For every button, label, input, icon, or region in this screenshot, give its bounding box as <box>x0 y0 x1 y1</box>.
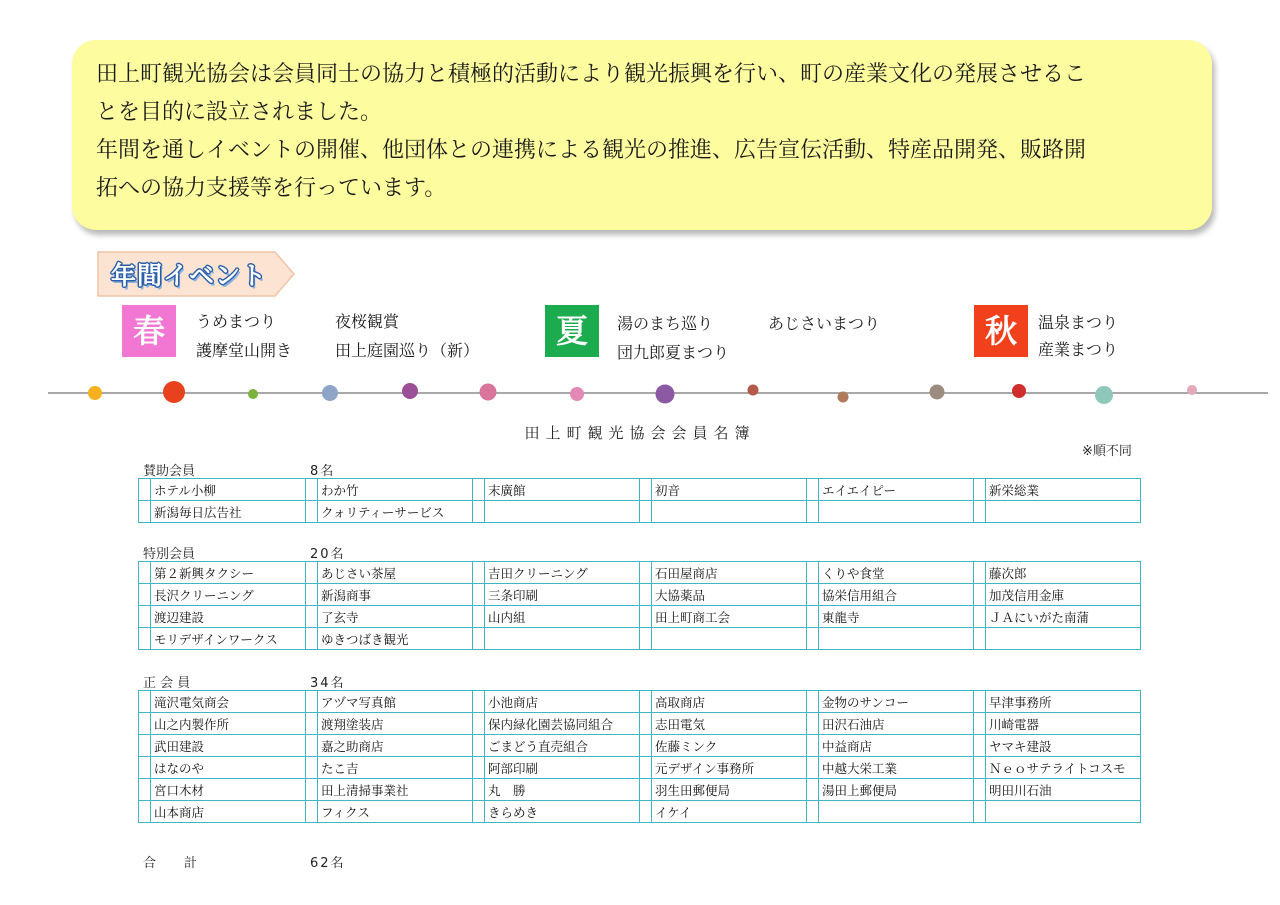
spring-label: 春 <box>132 312 165 350</box>
cell-spacer <box>139 606 151 628</box>
cell-spacer <box>974 713 986 735</box>
member-name: ゆきつばき観光 <box>318 628 473 650</box>
member-name: わか竹 <box>318 479 473 501</box>
table-row <box>139 779 1141 801</box>
member-name: 石田屋商店 <box>652 562 807 584</box>
intro-line-2: とを目的に設立されました。 <box>96 100 383 125</box>
member-name: きらめき <box>485 801 640 823</box>
member-name <box>986 501 1141 523</box>
member-name <box>819 801 974 823</box>
summer-event-3: 団九郎夏まつり <box>617 343 730 362</box>
member-name: ＪＡにいがた南蒲 <box>986 606 1141 628</box>
member-name: 藤次郎 <box>986 562 1141 584</box>
member-name: 山之内製作所 <box>151 713 306 735</box>
category-count-supporting: 8名 <box>310 464 336 479</box>
timeline-dot-10 <box>838 392 849 403</box>
category-count-special: 20名 <box>310 547 346 562</box>
cell-spacer <box>974 779 986 801</box>
roster-table-supporting <box>138 478 1141 523</box>
cell-spacer <box>139 562 151 584</box>
cell-spacer <box>306 757 318 779</box>
cell-spacer <box>640 501 652 523</box>
member-name: 小池商店 <box>485 691 640 713</box>
cell-spacer <box>473 606 485 628</box>
member-name: 大協薬品 <box>652 584 807 606</box>
summer-badge <box>545 305 599 357</box>
member-name: 宮口木材 <box>151 779 306 801</box>
cell-spacer <box>139 757 151 779</box>
cell-spacer <box>306 691 318 713</box>
member-name: 加茂信用金庫 <box>986 584 1141 606</box>
cell-spacer <box>473 691 485 713</box>
timeline-dot-6 <box>480 384 497 401</box>
member-name: クォリティーサービス <box>318 501 473 523</box>
timeline-dot-2 <box>163 381 185 403</box>
member-name: 田上清掃事業社 <box>318 779 473 801</box>
cell-spacer <box>807 779 819 801</box>
total-count: 62名 <box>310 856 346 871</box>
roster-table-special <box>138 561 1141 650</box>
member-name: 中越大栄工業 <box>819 757 974 779</box>
cell-spacer <box>974 479 986 501</box>
cell-spacer <box>974 606 986 628</box>
member-name: 了玄寺 <box>318 606 473 628</box>
cell-spacer <box>640 562 652 584</box>
cell-spacer <box>807 757 819 779</box>
member-name: 新潟商事 <box>318 584 473 606</box>
table-row <box>139 501 1141 523</box>
member-name: 田上町商工会 <box>652 606 807 628</box>
intro-line-1: 田上町観光協会は会員同士の協力と積極的活動により観光振興を行い、町の産業文化の発展させるこ <box>96 62 1087 87</box>
member-name: モリデザインワークス <box>151 628 306 650</box>
timeline-dot-13 <box>1095 386 1113 404</box>
cell-spacer <box>306 628 318 650</box>
cell-spacer <box>473 628 485 650</box>
member-name: 渡翔塗装店 <box>318 713 473 735</box>
cell-spacer <box>640 606 652 628</box>
cell-spacer <box>807 735 819 757</box>
cell-spacer <box>139 479 151 501</box>
member-name: 阿部印刷 <box>485 757 640 779</box>
member-name: 末廣館 <box>485 479 640 501</box>
cell-spacer <box>139 735 151 757</box>
cell-spacer <box>974 735 986 757</box>
member-name <box>485 628 640 650</box>
cell-spacer <box>640 691 652 713</box>
spring-badge <box>122 305 176 357</box>
timeline-dot-9 <box>748 385 759 396</box>
table-row <box>139 801 1141 823</box>
cell-spacer <box>139 584 151 606</box>
member-name: フィクス <box>318 801 473 823</box>
spring-event-4: 田上庭園巡り（新） <box>335 341 480 360</box>
summer-event-1: 湯のまち巡り <box>617 314 714 333</box>
member-name: 川崎電器 <box>986 713 1141 735</box>
timeline-dot-5 <box>402 383 418 399</box>
cell-spacer <box>306 801 318 823</box>
category-label-supporting: 賛助会員 <box>143 464 196 479</box>
cell-spacer <box>640 713 652 735</box>
cell-spacer <box>306 479 318 501</box>
cell-spacer <box>306 735 318 757</box>
cell-spacer <box>306 501 318 523</box>
autumn-badge <box>974 305 1028 357</box>
autumn-label: 秋 <box>984 312 1017 350</box>
cell-spacer <box>139 779 151 801</box>
member-name <box>652 501 807 523</box>
cell-spacer <box>640 628 652 650</box>
member-name: 保内緑化園芸協同組合 <box>485 713 640 735</box>
cell-spacer <box>306 606 318 628</box>
spring-event-1: うめまつり <box>196 312 277 331</box>
cell-spacer <box>974 501 986 523</box>
member-name: 東龍寺 <box>819 606 974 628</box>
cell-spacer <box>473 757 485 779</box>
member-name: 志田電気 <box>652 713 807 735</box>
cell-spacer <box>640 801 652 823</box>
autumn-event-2: 産業まつり <box>1038 340 1119 359</box>
intro-line-3: 年間を通しイベントの開催、他団体との連携による観光の推進、広告宣伝活動、特産品開発、販路開 <box>96 138 1087 163</box>
spring-event-3: 護摩堂山開き <box>196 341 293 360</box>
summer-label: 夏 <box>555 312 588 350</box>
intro-box <box>72 40 1212 230</box>
cell-spacer <box>807 713 819 735</box>
timeline-dot-1 <box>88 386 102 400</box>
member-name: 第２新興タクシー <box>151 562 306 584</box>
category-count-regular: 34名 <box>310 676 346 691</box>
member-name: 山内組 <box>485 606 640 628</box>
member-name: アヅマ写真館 <box>318 691 473 713</box>
cell-spacer <box>473 562 485 584</box>
member-name: ヤマキ建設 <box>986 735 1141 757</box>
table-row <box>139 713 1141 735</box>
member-name: 元デザイン事務所 <box>652 757 807 779</box>
unordered-note: ※順不同 <box>1082 444 1132 459</box>
cell-spacer <box>807 606 819 628</box>
timeline-dot-14 <box>1187 385 1197 395</box>
total-label: 合計 <box>143 856 226 871</box>
roster-table-regular <box>138 690 1141 823</box>
timeline-dot-4 <box>322 385 338 401</box>
member-name: エイエイピー <box>819 479 974 501</box>
member-name: 武田建設 <box>151 735 306 757</box>
member-name: 滝沢電気商会 <box>151 691 306 713</box>
cell-spacer <box>974 562 986 584</box>
timeline-dot-3 <box>248 389 258 399</box>
member-name: 渡辺建設 <box>151 606 306 628</box>
cell-spacer <box>306 779 318 801</box>
cell-spacer <box>306 713 318 735</box>
timeline-dot-11 <box>930 385 945 400</box>
member-name: 三条印刷 <box>485 584 640 606</box>
timeline-dot-12 <box>1012 384 1026 398</box>
member-name: 吉田クリーニング <box>485 562 640 584</box>
cell-spacer <box>640 479 652 501</box>
member-name: たこ吉 <box>318 757 473 779</box>
member-name <box>652 628 807 650</box>
cell-spacer <box>306 584 318 606</box>
category-label-regular: 正 会 員 <box>143 676 191 691</box>
cell-spacer <box>473 713 485 735</box>
member-name: 佐藤ミンク <box>652 735 807 757</box>
cell-spacer <box>640 757 652 779</box>
cell-spacer <box>974 691 986 713</box>
cell-spacer <box>473 779 485 801</box>
cell-spacer <box>640 584 652 606</box>
cell-spacer <box>640 735 652 757</box>
member-name: はなのや <box>151 757 306 779</box>
member-name: 長沢クリーニング <box>151 584 306 606</box>
cell-spacer <box>974 584 986 606</box>
cell-spacer <box>473 584 485 606</box>
cell-spacer <box>473 801 485 823</box>
autumn-event-1: 温泉まつり <box>1038 313 1119 332</box>
member-name: 羽生田郵便局 <box>652 779 807 801</box>
member-name: 丸 勝 <box>485 779 640 801</box>
cell-spacer <box>807 501 819 523</box>
cell-spacer <box>807 584 819 606</box>
events-title: 年間イベント <box>111 261 268 290</box>
cell-spacer <box>640 779 652 801</box>
member-name: イケイ <box>652 801 807 823</box>
member-name: 田沢石油店 <box>819 713 974 735</box>
member-name: 新潟毎日広告社 <box>151 501 306 523</box>
member-name: 初音 <box>652 479 807 501</box>
member-name <box>485 501 640 523</box>
cell-spacer <box>306 562 318 584</box>
member-name: くりや食堂 <box>819 562 974 584</box>
member-name <box>986 628 1141 650</box>
member-name: 新栄総業 <box>986 479 1141 501</box>
member-name: 協栄信用組合 <box>819 584 974 606</box>
cell-spacer <box>139 691 151 713</box>
table-row <box>139 757 1141 779</box>
cell-spacer <box>139 628 151 650</box>
spring-event-2: 夜桜観賞 <box>335 312 400 331</box>
table-row <box>139 735 1141 757</box>
cell-spacer <box>473 735 485 757</box>
member-name <box>986 801 1141 823</box>
cell-spacer <box>974 801 986 823</box>
timeline-dot-8 <box>656 385 675 404</box>
member-name <box>819 628 974 650</box>
cell-spacer <box>807 691 819 713</box>
cell-spacer <box>139 501 151 523</box>
member-name: Ｎｅｏサテライトコスモ <box>986 757 1141 779</box>
cell-spacer <box>139 713 151 735</box>
cell-spacer <box>807 562 819 584</box>
member-name: あじさい茶屋 <box>318 562 473 584</box>
table-row <box>139 562 1141 584</box>
cell-spacer <box>807 628 819 650</box>
timeline-dot-7 <box>570 387 584 401</box>
member-name: 早津事務所 <box>986 691 1141 713</box>
roster-title: 田上町観光協会会員名簿 <box>524 424 756 442</box>
cell-spacer <box>974 757 986 779</box>
cell-spacer <box>473 501 485 523</box>
member-name: 明田川石油 <box>986 779 1141 801</box>
member-name: 山本商店 <box>151 801 306 823</box>
member-name: 中益商店 <box>819 735 974 757</box>
timeline <box>0 370 1280 414</box>
summer-event-2: あじさいまつり <box>768 314 881 333</box>
cell-spacer <box>473 479 485 501</box>
member-name: 金物のサンコー <box>819 691 974 713</box>
cell-spacer <box>139 801 151 823</box>
intro-line-4: 拓への協力支援等を行っています。 <box>96 176 447 201</box>
member-name: 高取商店 <box>652 691 807 713</box>
member-name <box>819 501 974 523</box>
table-row <box>139 584 1141 606</box>
member-name: ホテル小柳 <box>151 479 306 501</box>
table-row <box>139 628 1141 650</box>
table-row <box>139 606 1141 628</box>
category-label-special: 特別会員 <box>143 547 196 562</box>
cell-spacer <box>807 479 819 501</box>
member-name: ごまどう直売組合 <box>485 735 640 757</box>
table-row <box>139 479 1141 501</box>
table-row <box>139 691 1141 713</box>
cell-spacer <box>974 628 986 650</box>
member-name: 嘉之助商店 <box>318 735 473 757</box>
cell-spacer <box>807 801 819 823</box>
member-name: 湯田上郵便局 <box>819 779 974 801</box>
